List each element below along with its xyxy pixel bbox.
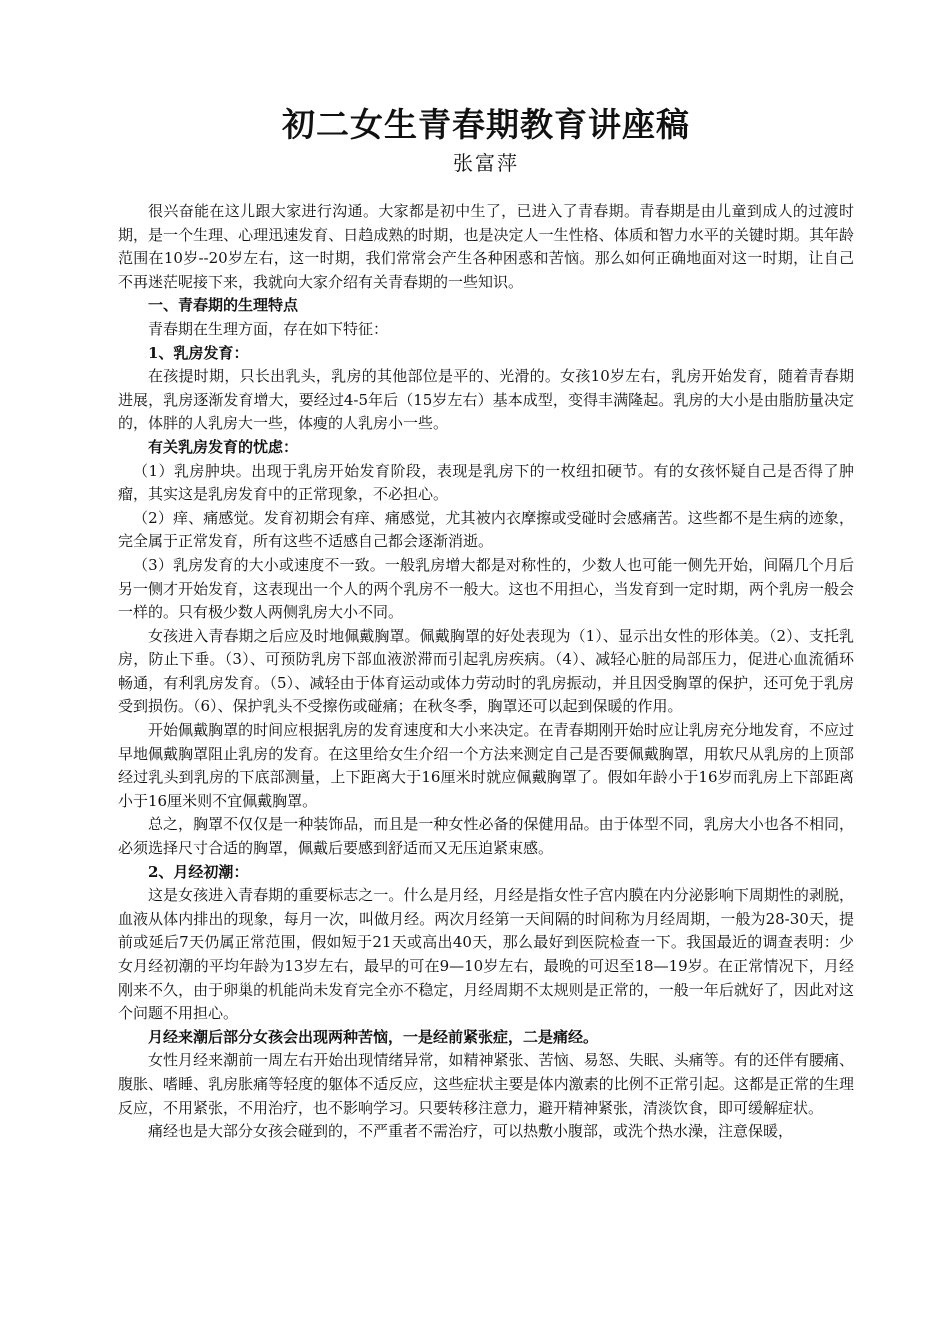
body-paragraph: 开始佩戴胸罩的时间应根据乳房的发育速度和大小来决定。在青春期刚开始时应让乳房充分地发育，不应过早地佩戴胸罩阻止乳房的发育。在这里给女生介绍一个方法来测定自己是否要佩戴胸罩，用软尺从乳房的上顶部经过乳头到乳房的下底部测量，上下距离大于16厘米时就应佩戴胸罩了。假如年龄小于16岁而乳房上下部距离小于16厘米则不宜佩戴胸罩。 [118,721,854,810]
body-paragraph: 这是女孩进入青春期的重要标志之一。什么是月经，月经是指女性子宫内膜在内分泌影响下周期性的剥脱，血液从体内排出的现象，每月一次，叫做月经。两次月经第一天间隔的时间称为月经周期，一般为28-30天，提前或延后7天仍属正常范围，假如短于21天或高出40天，那么最好到医院检查一下。我国最近的调查表明：少女月经初潮的平均年龄为13岁左右，最早的可在9—10岁左右，最晚的可迟至18—19岁。在正常情况下，月经刚来不久，由于卵巢的机能尚未发育完全亦不稳定，月经周期不太规则是正常的，一般一年后就好了，因此对这个问题不用担心。 [118,886,854,1023]
section-heading: 有关乳房发育的忧虑： [148,437,299,456]
section-heading: 1、乳房发育： [148,343,249,362]
body-paragraph: 总之，胸罩不仅仅是一种装饰品，而且是一种女性必备的保健用品。由于体型不同，乳房大小也各不相同，必须选择尺寸合适的胸罩，佩戴后要感到舒适而又无压迫紧束感。 [118,815,854,858]
body-paragraph: （3）乳房发育的大小或速度不一致。一般乳房增大都是对称性的，少数人也可能一侧先开始，间隔几个月后另一侧才开始发育，这表现出一个人的两个乳房不一般大。这也不用担心，当发育到一定时期，两个乳房一般会一样的。只有极少数人两侧乳房大小不同。 [118,555,854,622]
section-heading: 2、月经初潮： [148,862,249,881]
body-paragraph: 在孩提时期，只长出乳头，乳房的其他部位是平的、光滑的。女孩10岁左右，乳房开始发育，随着青春期进展，乳房逐渐发育增大，要经过4-5年后（15岁左右）基本成型，变得丰满隆起。乳房的大小是由脂肪量决定的，体胖的人乳房大一些，体瘦的人乳房小一些。 [118,367,854,433]
document-author: 张富萍 [453,151,519,175]
body-paragraph: 痛经也是大部分女孩会碰到的，不严重者不需治疗，可以热敷小腹部，或洗个热水澡，注意保暖， [148,1122,794,1141]
document-title: 初二女生青春期教育讲座稿 [282,105,690,144]
section-heading: 一、青春期的生理特点 [148,296,299,315]
body-paragraph: （1）乳房肿块。出现于乳房开始发育阶段，表现是乳房下的一枚纽扣硬节。有的女孩怀疑自己是否得了肿瘤，其实这是乳房发育中的正常现象，不必担心。 [118,461,854,504]
body-paragraph: 青春期在生理方面，存在如下特征： [148,319,389,338]
body-paragraph: 女性月经来潮前一周左右开始出现情绪异常，如精神紧张、苦恼、易怒、失眠、头痛等。有的还伴有腰痛、腹胀、嗜睡、乳房胀痛等轻度的躯体不适反应，这些症状主要是体内激素的比例不正常引起。这都是正常的生理反应，不用紧张，不用治疗，也不影响学习。只要转移注意力，避开精神紧张，清淡饮食，即可缓解症状。 [118,1051,854,1117]
body-paragraph: 很兴奋能在这儿跟大家进行沟通。大家都是初中生了，已进入了青春期。青春期是由儿童到成人的过渡时期，是一个生理、心理迅速发育、日趋成熟的时期，也是决定人一生性格、体质和智力水平的关键时期。其年龄范围在10岁--20岁左右，这一时期，我们常常会产生各种困惑和苦恼。那么如何正确地面对这一时期，让自己不再迷茫呢接下来，我就向大家介绍有关青春期的一些知识。 [118,202,854,291]
body-paragraph: （2）痒、痛感觉。发育初期会有痒、痛感觉，尤其被内衣摩擦或受碰时会感痛苦。这些都不是生病的迹象，完全属于正常发育，所有这些不适感自己都会逐渐消逝。 [118,508,854,551]
document-body [118,200,854,1144]
body-paragraph: 女孩进入青春期之后应及时地佩戴胸罩。佩戴胸罩的好处表现为（1）、显示出女性的形体美。（2）、支托乳房，防止下垂。（3）、可预防乳房下部血液淤滞而引起乳房疾病。（4）、减轻心脏的局部压力，促进心血流循环畅通，有利乳房发育。（5）、减轻由于体育运动或体力劳动时的乳房振动，并且因受胸罩的保护，还可免于乳房受到损伤。（6）、保护乳头不受擦伤或碰痛；在秋冬季，胸罩还可以起到保暖的作用。 [118,626,854,716]
section-heading: 月经来潮后部分女孩会出现两种苦恼，一是经前紧张症，二是痛经。 [148,1027,599,1046]
